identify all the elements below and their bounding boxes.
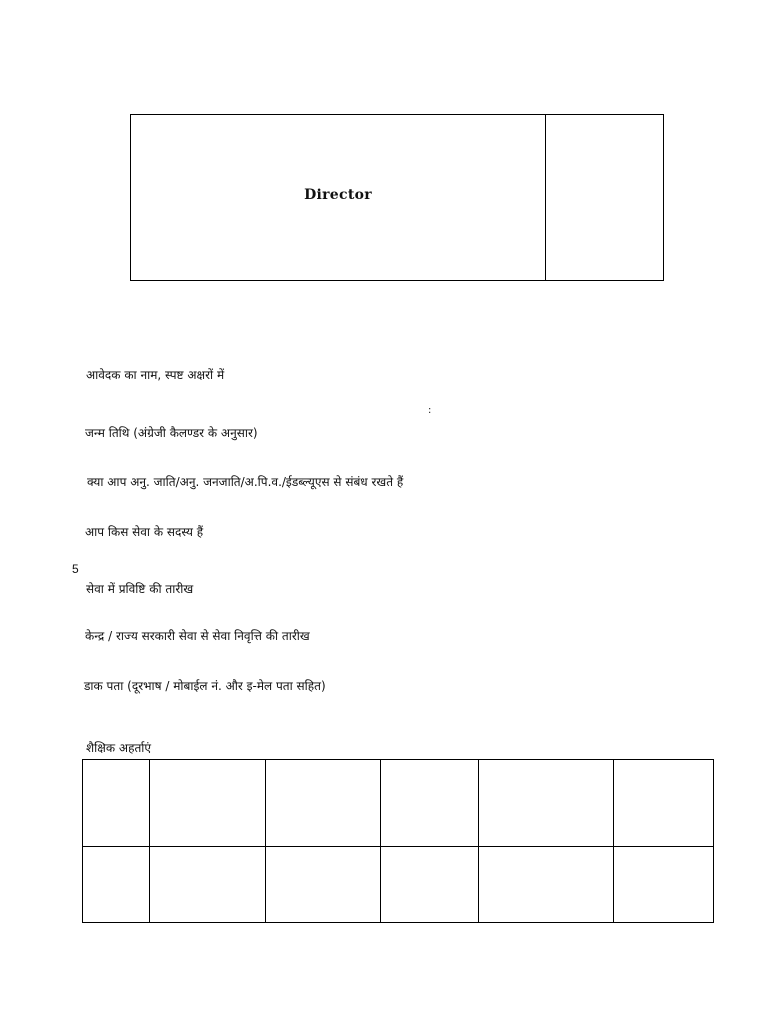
table-cell[interactable] [83, 847, 150, 923]
qualifications-label: शैक्षिक अहर्ताएं [86, 741, 152, 755]
table-cell[interactable] [479, 847, 614, 923]
table-cell[interactable] [266, 847, 381, 923]
table-cell[interactable] [479, 760, 614, 847]
header-box [130, 114, 664, 281]
service-member-label: आप किस सेवा के सदस्य हैं [85, 525, 204, 539]
applicant-name-label: आवेदक का नाम, स्पष्ट अक्षरों में [86, 368, 225, 382]
table-cell[interactable] [150, 847, 266, 923]
colon-mark: : [428, 405, 432, 416]
date-of-birth-label: जन्म तिथि (अंग्रेजी कैलण्डर के अनुसार) [85, 426, 258, 440]
table-row [83, 847, 714, 923]
item-number: 5 [72, 562, 79, 576]
table-cell[interactable] [381, 847, 479, 923]
table-row [83, 760, 714, 847]
table-cell[interactable] [83, 760, 150, 847]
table-cell[interactable] [614, 847, 714, 923]
category-label: क्या आप अनु. जाति/अनु. जनजाति/अ.पि.व./ईडब्ल्यूएस से संबंध रखते हैं [87, 475, 404, 489]
table-cell[interactable] [266, 760, 381, 847]
table-cell[interactable] [614, 760, 714, 847]
qualifications-table [82, 759, 714, 923]
photo-cell [546, 115, 663, 280]
retirement-date-label: केन्द्र / राज्य सरकारी सेवा से सेवा निवृत्ति की तारीख [85, 629, 310, 643]
header-title: Director [304, 187, 372, 203]
table-cell[interactable] [150, 760, 266, 847]
table-cell[interactable] [381, 760, 479, 847]
postal-address-label: डाक पता (दूरभाष / मोबाईल नं. और इ-मेल पता सहित) [84, 679, 326, 693]
service-entry-date-label: सेवा में प्रविष्टि की तारीख [86, 582, 194, 596]
